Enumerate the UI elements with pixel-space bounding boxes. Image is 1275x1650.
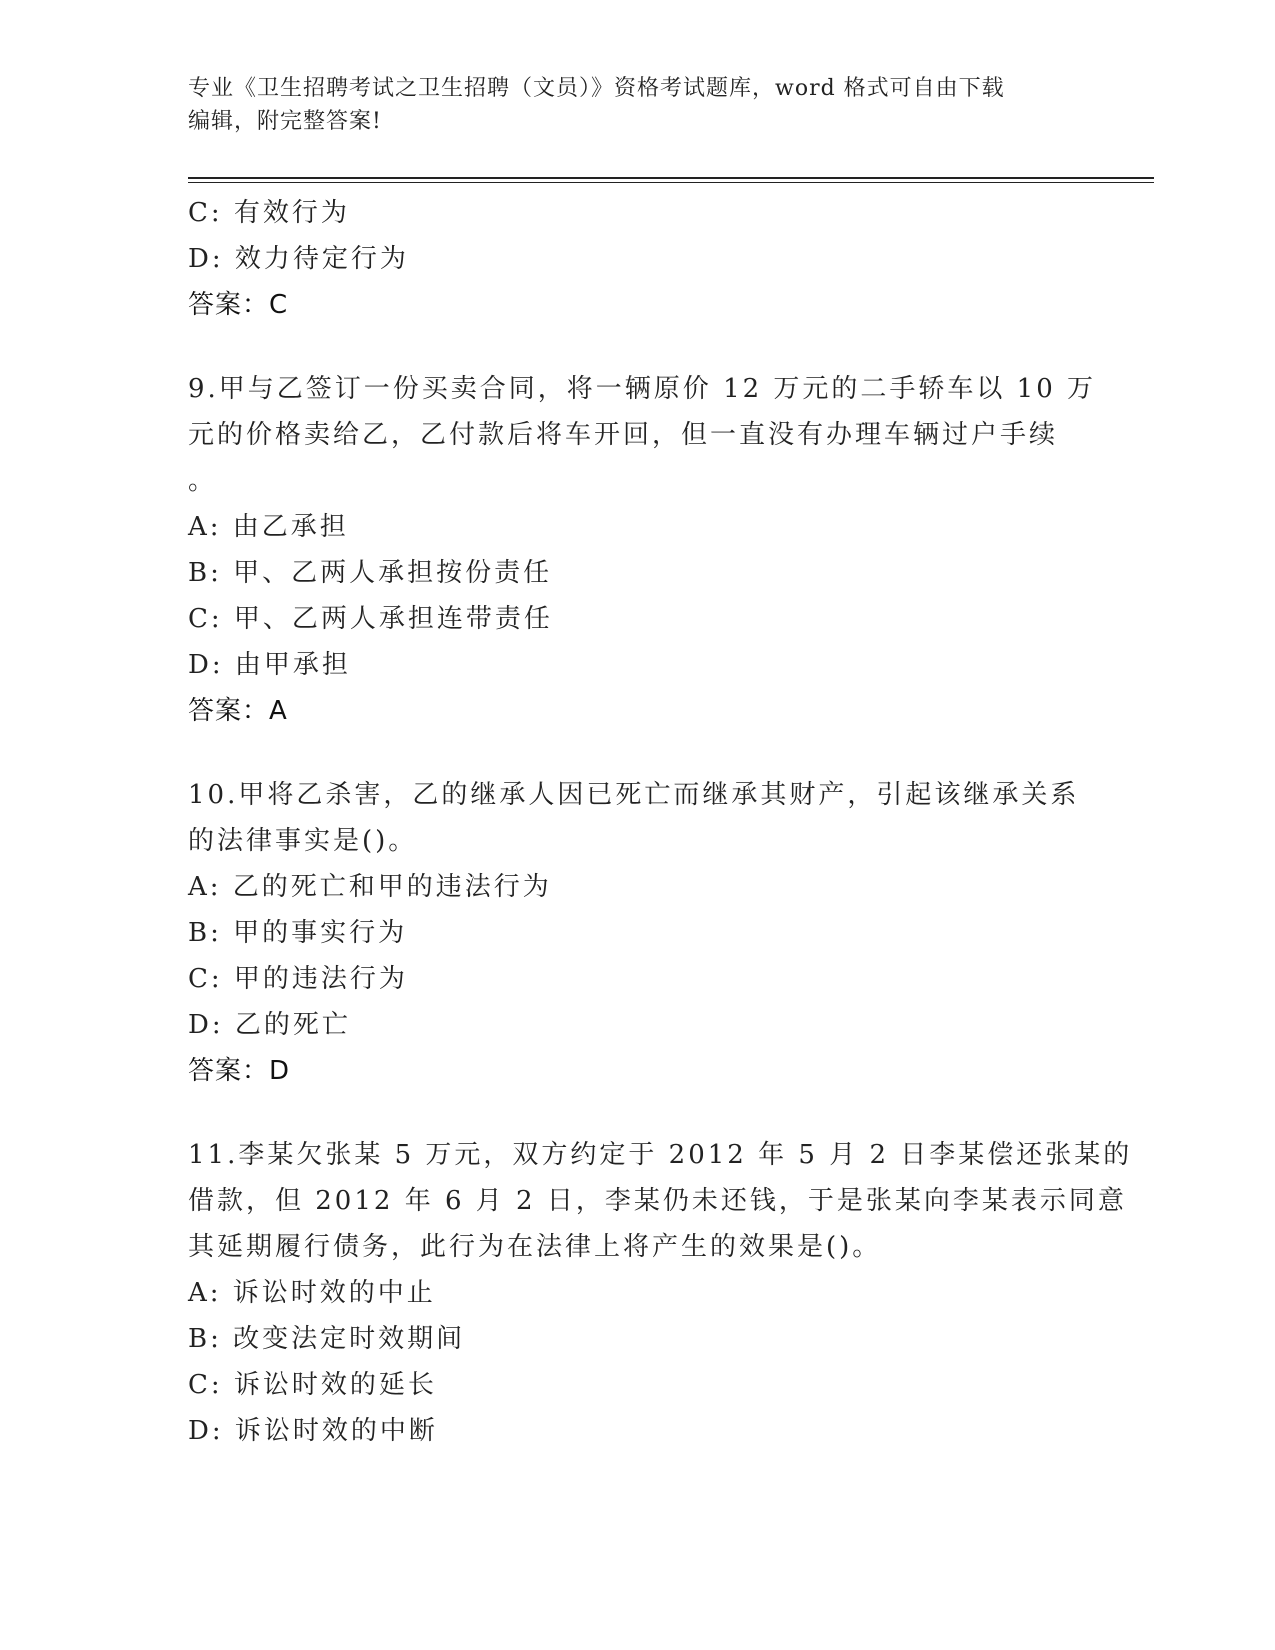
q10-option-d: D: 乙的死亡	[188, 1010, 351, 1040]
q11-option-c: C: 诉讼时效的延长	[188, 1370, 437, 1400]
spacer	[188, 734, 1088, 772]
prev-option-d: D: 效力待定行为	[188, 244, 409, 274]
spacer	[188, 1094, 1088, 1132]
q9-stem-line-2: 元的价格卖给乙，乙付款后将车开回，但一直没有办理车辆过户手续	[188, 420, 1059, 450]
header-line-1: 专业《卫生招聘考试之卫生招聘（文员）》资格考试题库，word 格式可自由下载	[188, 76, 1005, 101]
q10-option-b: B: 甲的事实行为	[188, 918, 408, 948]
q11-stem-line-2: 借款，但 2012 年 6 月 2 日，李某仍未还钱，于是张某向李某表示同意	[188, 1186, 1127, 1216]
prev-option-c: C: 有效行为	[188, 198, 350, 228]
q9-option-a: A: 由乙承担	[188, 512, 349, 542]
q9-stem-line-1: 9.甲与乙签订一份买卖合同，将一辆原价 12 万元的二手轿车以 10 万	[188, 374, 1097, 404]
q9-option-c: C: 甲、乙两人承担连带责任	[188, 604, 553, 634]
spacer	[188, 328, 1088, 366]
q9-option-b: B: 甲、乙两人承担按份责任	[188, 558, 553, 588]
question-content	[188, 190, 1133, 1454]
q11-stem-line-1: 11.李某欠张某 5 万元，双方约定于 2012 年 5 月 2 日李某偿还张某的	[188, 1140, 1133, 1170]
header-divider-thick	[188, 177, 1154, 179]
q11-option-b: B: 改变法定时效期间	[188, 1324, 466, 1354]
prev-answer: 答案：C	[188, 290, 289, 320]
q11-option-d: D: 诉讼时效的中断	[188, 1416, 438, 1446]
q11-stem-line-3: 其延期履行债务，此行为在法律上将产生的效果是()。	[188, 1232, 882, 1262]
header-line-2: 编辑，附完整答案!	[188, 109, 382, 134]
q11-option-a: A: 诉讼时效的中止	[188, 1278, 436, 1308]
page-header	[188, 72, 1068, 138]
q9-stem-line-3: 。	[188, 466, 218, 496]
q9-answer: 答案：A	[188, 696, 288, 726]
q9-option-d: D: 由甲承担	[188, 650, 351, 680]
q10-stem-line-1: 10.甲将乙杀害，乙的继承人因已死亡而继承其财产，引起该继承关系	[188, 780, 1080, 810]
q10-answer: 答案：D	[188, 1056, 291, 1086]
q10-option-a: A: 乙的死亡和甲的违法行为	[188, 872, 552, 902]
q10-option-c: C: 甲的违法行为	[188, 964, 408, 994]
header-divider-thin	[188, 182, 1154, 183]
q10-stem-line-2: 的法律事实是()。	[188, 826, 418, 856]
